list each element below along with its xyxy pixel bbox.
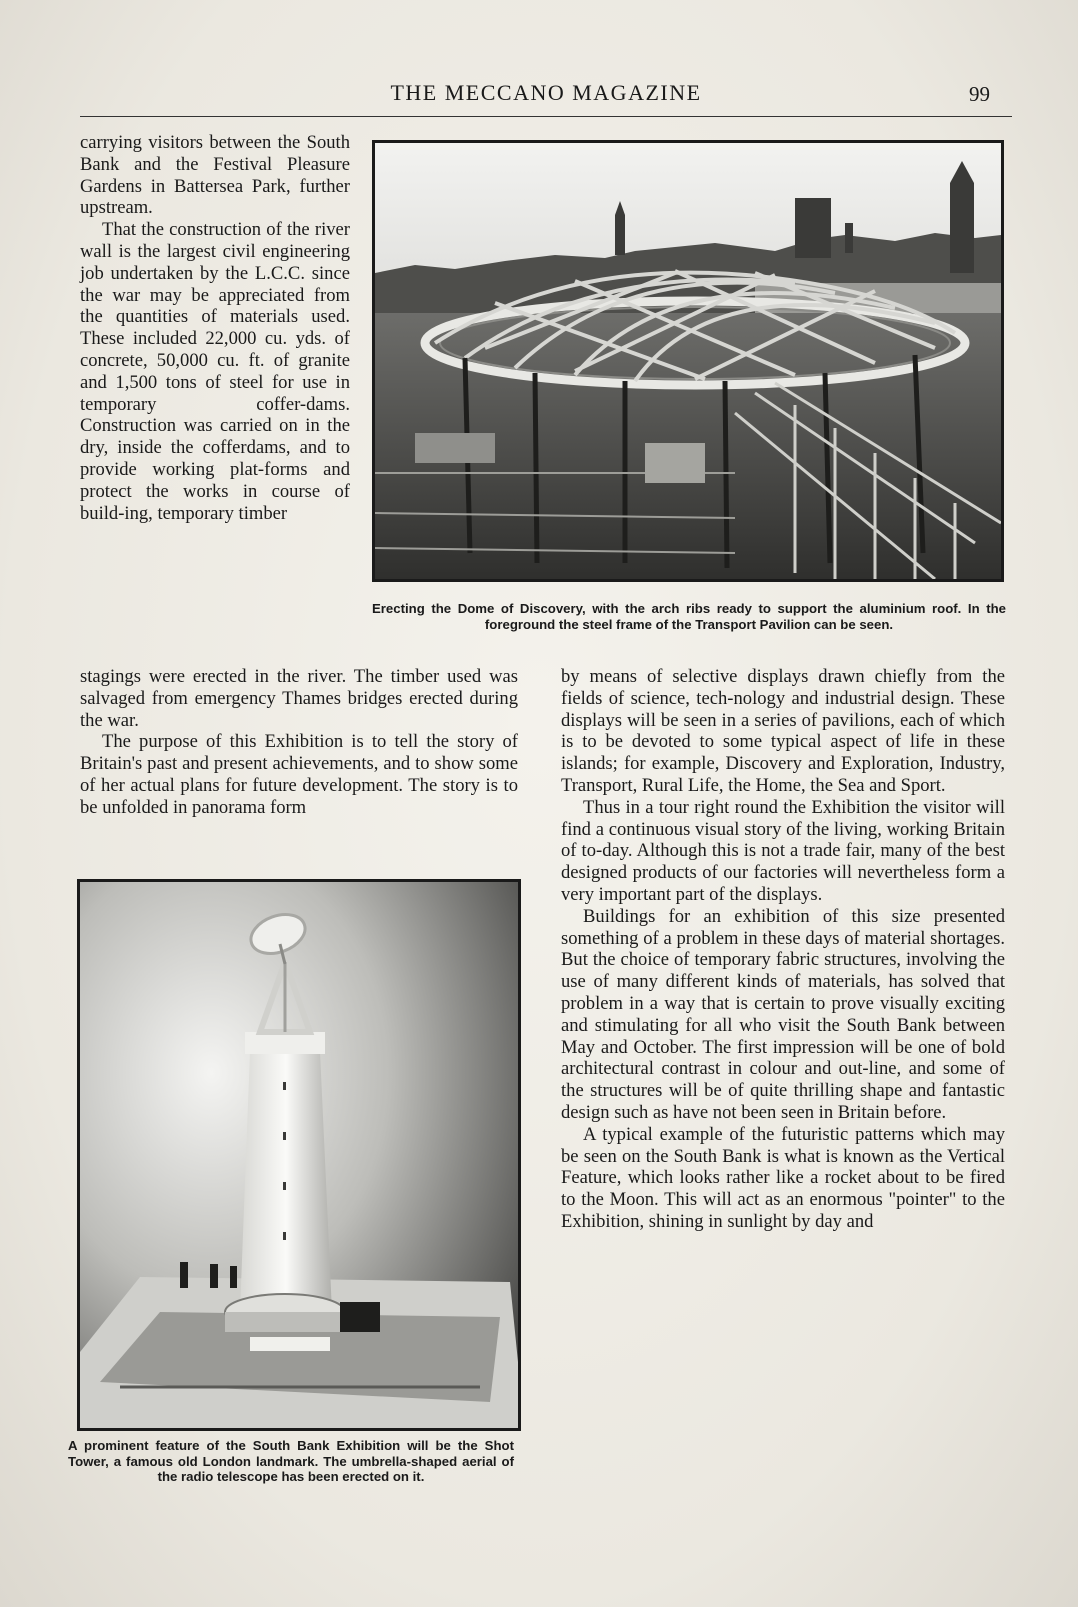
paragraph: Thus in a tour right round the Exhibition the visitor will find a continuous visual story of the living, working Britain of to-day. Although this is not a trade fair, many of the best designed products of our factories will nevertheless form a very important part of the displays. (561, 796, 1005, 905)
dome-photo-caption: Erecting the Dome of Discovery, with the arch ribs ready to support the aluminium roof. In the foreground the steel frame of the Transport Pavilion can be seen. (372, 601, 1006, 632)
paragraph: carrying visitors between the South Bank and the Festival Pleasure Gardens in Battersea Park, further upstream. (80, 132, 350, 219)
left-column (80, 666, 518, 819)
paragraph: That the construction of the river wall is the largest civil engineering job undertaken by the L.C.C. since the war may be appreciated from the quantities of materials used. These included 22,000 cu. yds. of concrete, 50,000 cu. ft. of granite and 1,500 tons of steel for use in temporary coffer-dams. Construction was carried on in the dry, inside the cofferdams, and to provide working plat-forms and protect the works in course of build-ing, temporary timber (80, 219, 350, 524)
paragraph: by means of selective displays drawn chiefly from the fields of science, tech-nology and industrial design. These displays will be seen in a series of pavilions, each of which is to be devoted to some typical aspect of life in these islands; for example, Discovery and Exploration, Industry, Transport, Rural Life, the Home, the Sea and Sport. (561, 666, 1005, 796)
right-column (561, 666, 1005, 1233)
tower-photo-caption: A prominent feature of the South Bank Exhibition will be the Shot Tower, a famous old London landmark. The umbrella-shaped aerial of the radio telescope has been erected on it. (68, 1438, 514, 1484)
paragraph: Buildings for an exhibition of this size presented something of a problem in these days of material shortages. But the choice of temporary fabric structures, involving the use of many different kinds of materials, has solved that problem in a way that is certain to prove visually exciting and stimulating for all who visit the South Bank between May and October. The first impression will be one of bold architectural contrast in colour and out-line, and some of the structures will be of quite thrilling shape and fantastic design such as have not been seen in Britain before. (561, 905, 1005, 1123)
shot-tower-photo (77, 879, 521, 1431)
top-left-column (80, 132, 350, 524)
magazine-title: THE MECCANO MAGAZINE (390, 80, 702, 105)
page-header (80, 80, 1012, 117)
page-number: 99 (969, 82, 990, 106)
paragraph: The purpose of this Exhibition is to tell the story of Britain's past and present achievements, and to show some of her actual plans for future development. The story is to be unfolded in panorama form (80, 731, 518, 818)
paragraph: stagings were erected in the river. The timber used was salvaged from emergency Thames bridges erected during the war. (80, 666, 518, 731)
paragraph: A typical example of the futuristic patterns which may be seen on the South Bank is what is known as the Vertical Feature, which looks rather like a rocket about to be fired to the Moon. This will act as an enormous "pointer" to the Exhibition, shining in sunlight by day and (561, 1123, 1005, 1232)
dome-of-discovery-photo (372, 140, 1004, 582)
